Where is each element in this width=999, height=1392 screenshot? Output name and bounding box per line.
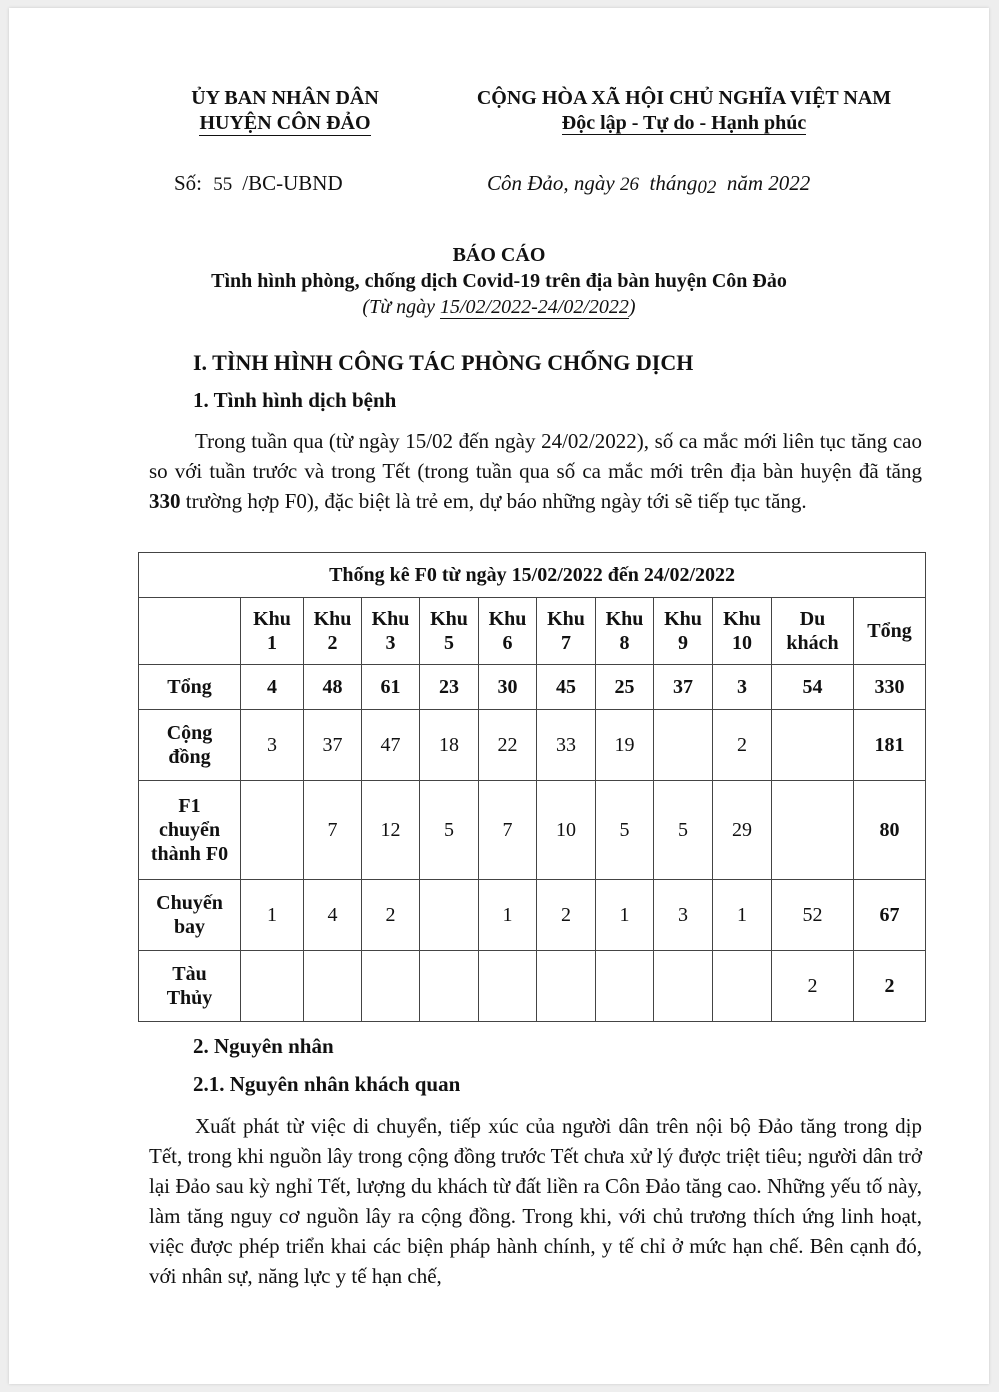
period-suffix: ) [628,296,636,318]
table-cell: 18 [420,710,479,781]
table-cell [420,951,479,1022]
table-cell: 3 [713,665,772,710]
table-cell: 29 [713,781,772,880]
table-cell: 5 [654,781,713,880]
column-header: Tổng [854,598,926,665]
doc-no-value: 55 [213,174,233,195]
column-header: Khu 10 [713,598,772,665]
table-cell: 4 [304,880,362,951]
document-number [174,171,343,196]
table-cell: 1 [596,880,654,951]
report-period [9,296,989,319]
place-date-prefix: Côn Đảo, ngày [487,171,615,195]
table-cell: 4 [241,665,304,710]
table-cell: 5 [420,781,479,880]
column-header: Khu 7 [537,598,596,665]
column-header: Khu 5 [420,598,479,665]
table-row [139,665,926,710]
row-total-cell: 181 [854,710,926,781]
table-cell: 5 [596,781,654,880]
table-cell [420,880,479,951]
row-label: F1 chuyển thành F0 [139,781,241,880]
table-cell: 33 [537,710,596,781]
doc-no-label: Số: [174,171,203,195]
subsection-heading-1-1: 1. Tình hình dịch bệnh [193,388,397,412]
para1-part-b: trường hợp F0), đặc biệt là trẻ em, dự báo những ngày tới sẽ tiếp tục tăng. [185,489,807,513]
table-caption: Thống kê F0 từ ngày 15/02/2022 đến 24/02/2022 [139,553,926,598]
table-cell: 1 [479,880,537,951]
table-row [139,951,926,1022]
column-header: Du khách [772,598,854,665]
table-cell [241,781,304,880]
row-total-cell: 330 [854,665,926,710]
table-cell: 1 [713,880,772,951]
row-total-cell: 80 [854,781,926,880]
table-corner-cell [139,598,241,665]
paragraph-situation [149,426,922,516]
table-cell: 22 [479,710,537,781]
table-cell: 61 [362,665,420,710]
table-row [139,781,926,880]
document-page [9,8,989,1384]
period-prefix: (Từ ngày [362,296,435,318]
table-header-row [139,598,926,665]
national-header [427,86,941,136]
table-row [139,710,926,781]
table-cell: 48 [304,665,362,710]
authority-line-1: ỦY BAN NHÂN DÂN [191,87,379,109]
table-cell: 54 [772,665,854,710]
table-cell: 2 [772,951,854,1022]
issuing-authority [159,86,411,136]
row-total-cell: 67 [854,880,926,951]
date-day: 26 [620,174,639,195]
date-month: 02 [697,177,717,198]
column-header: Khu 1 [241,598,304,665]
table-cell: 52 [772,880,854,951]
table-cell: 2 [362,880,420,951]
table-cell [241,951,304,1022]
table-cell: 3 [654,880,713,951]
row-label: Tàu Thủy [139,951,241,1022]
table-cell: 25 [596,665,654,710]
row-label: Tổng [139,665,241,710]
table-cell [654,951,713,1022]
table-cell [713,951,772,1022]
para1-highlight: 330 [149,489,181,513]
row-label: Chuyến bay [139,880,241,951]
table-cell: 2 [713,710,772,781]
table-cell [596,951,654,1022]
table-cell: 30 [479,665,537,710]
column-header: Khu 2 [304,598,362,665]
table-cell: 37 [654,665,713,710]
date-month-label: tháng [649,171,698,195]
table-cell: 12 [362,781,420,880]
table-cell: 23 [420,665,479,710]
table-cell [772,710,854,781]
table-cell [654,710,713,781]
table-row [139,880,926,951]
table-cell: 2 [537,880,596,951]
report-title: BÁO CÁO [452,244,546,266]
table-cell: 1 [241,880,304,951]
table-cell [479,951,537,1022]
table-cell [772,781,854,880]
table-cell: 7 [479,781,537,880]
period-range: 15/02/2022-24/02/2022 [440,296,629,318]
para1-part-a: Trong tuần qua (từ ngày 15/02 đến ngày 24/02/2022), số ca mắc mới liên tục tăng cao so với tuần trước và trong Tết (trong tuần qua số ca mắc mới trên địa bàn huyện đã tăng [149,429,922,483]
table-cell [537,951,596,1022]
column-header: Khu 3 [362,598,420,665]
table-cell [304,951,362,1022]
row-label: Cộng đồng [139,710,241,781]
table-cell: 7 [304,781,362,880]
report-subtitle: Tình hình phòng, chống dịch Covid-19 trên địa bàn huyện Côn Đảo [211,270,787,292]
table-cell: 47 [362,710,420,781]
row-total-cell: 2 [854,951,926,1022]
subsection-heading-2: 2. Nguyên nhân [193,1034,334,1058]
table-cell: 19 [596,710,654,781]
column-header: Khu 6 [479,598,537,665]
f0-statistics-table [138,552,926,1022]
authority-line-2: HUYỆN CÔN ĐẢO [199,112,371,134]
table-cell: 10 [537,781,596,880]
national-motto: Độc lập - Tự do - Hạnh phúc [561,112,807,134]
column-header: Khu 9 [654,598,713,665]
table-cell: 37 [304,710,362,781]
table-cell: 45 [537,665,596,710]
doc-no-suffix: /BC-UBND [242,171,343,195]
section-heading-1: I. TÌNH HÌNH CÔNG TÁC PHÒNG CHỐNG DỊCH [193,350,694,375]
table-cell [362,951,420,1022]
table-cell: 3 [241,710,304,781]
place-date [487,171,810,196]
subsection-heading-2-1: 2.1. Nguyên nhân khách quan [193,1072,461,1096]
date-year: năm 2022 [726,171,811,195]
column-header: Khu 8 [596,598,654,665]
country-name: CỘNG HÒA XÃ HỘI CHỦ NGHĨA VIỆT NAM [476,87,892,109]
paragraph-causes: Xuất phát từ việc di chuyển, tiếp xúc của người dân trên nội bộ Đảo tăng trong dịp Tết, trong khi nguồn lây trong cộng đồng trước Tết chưa xử lý được triệt tiêu; người dân trở lại Đảo sau kỳ nghỉ Tết, lượng du khách từ đất liền ra Côn Đảo tăng cao. Những yếu tố này, làm tăng nguy cơ nguồn lây ra cộng đồng. Trong khi, với chủ trương thích ứng linh hoạt, việc được phép triển khai các biện pháp hành chính, y tế chỉ ở mức hạn chế. Bên cạnh đó, với nhân sự, năng lực y tế hạn chế, [149,1114,922,1288]
